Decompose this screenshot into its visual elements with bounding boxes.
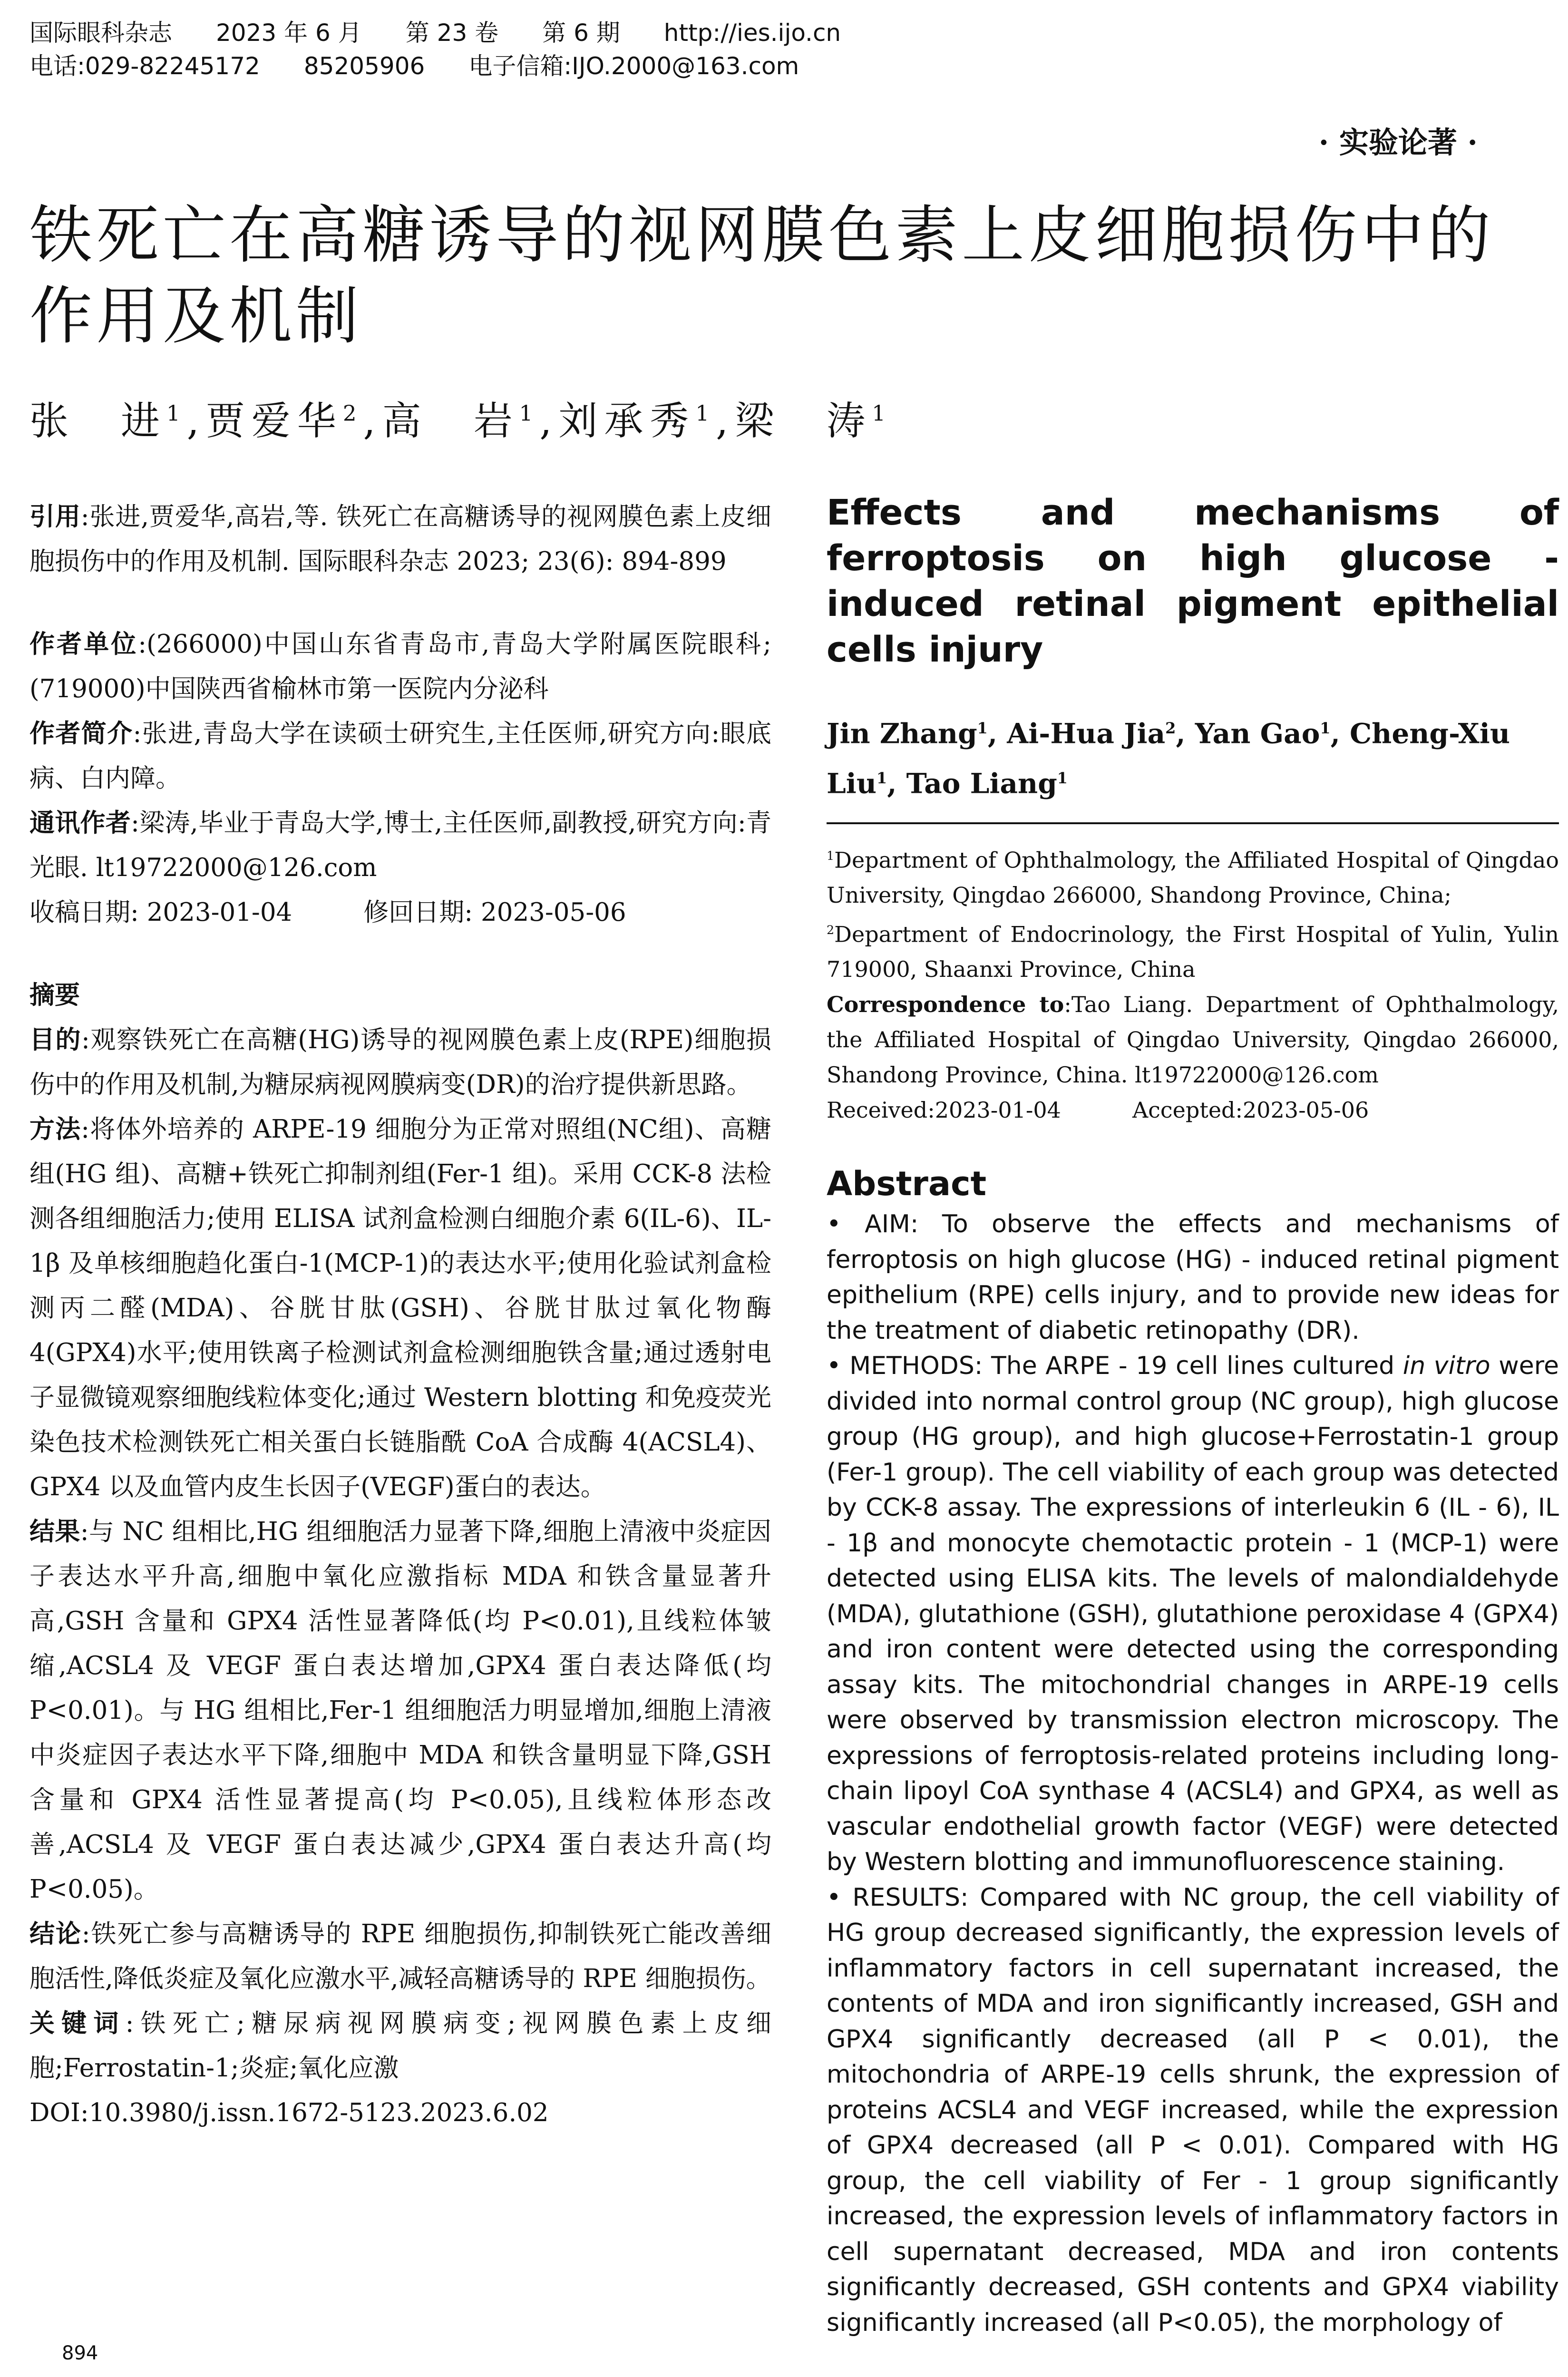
author-en: Jin Zhang — [827, 717, 977, 750]
citation: 引用:张进,贾爱华,高岩,等. 铁死亡在高糖诱导的视网膜色素上皮细胞损伤中的作用及机制. 国际眼科杂志 2023; 23(6): 894-899 — [29, 502, 772, 576]
aim-en — [827, 1207, 1559, 1348]
keywords-zh: 关键词:铁死亡;糖尿病视网膜病变;视网膜色素上皮细胞;Ferrostatin-1;炎症;氧化应激 — [29, 2009, 772, 2083]
results-en — [827, 1880, 1559, 2341]
journal-url[interactable]: http://ies.ijo.cn — [663, 19, 841, 47]
journal-email[interactable]: 电子信箱:IJO.2000@163.com — [468, 52, 799, 80]
affil-mark: 1 — [977, 719, 988, 737]
right-column — [827, 490, 1559, 2340]
aim-label-en: • AIM: — [827, 1210, 919, 1239]
affil-mark: 1 — [876, 769, 887, 788]
received-date-en: Received:2023-01-04 — [827, 1097, 1061, 1123]
results-text-en: Compared with NC group, the cell viability of HG group decreased significantly, the expression levels of inflammatory factors in cell supernatant increased, the contents of MDA and iron significantly increased, GSH and GPX4 significantly decreased (all P < 0.01), the mitochondria of ARPE-19 cells shrunk, the expression of proteins ACSL4 and VEGF increased, while the expression of GPX4 decreased (all P < 0.01). Compared with HG group, the cell viability of Fer - 1 group significantly increased, the expression levels of inflammatory factors in cell supernatant decreased, MDA and iron contents significantly decreased, GSH contents and GPX4 viability significantly increased (all P<0.05), the morphology of — [827, 1883, 1559, 2337]
corr-text: 梁涛,毕业于青岛大学,博士,主任医师,副教授,研究方向:青光眼. lt19722000@126.com — [29, 809, 772, 882]
bio-text: 张进,青岛大学在读硕士研究生,主任医师,研究方向:眼底病、白内障。 — [29, 719, 771, 793]
doi[interactable]: DOI:10.3980/j.issn.1672-5123.2023.6.02 — [29, 2098, 549, 2127]
author-en: Cheng-Xiu Liu — [827, 717, 1510, 800]
affil-mark: 1 — [1057, 769, 1068, 788]
affiliation-text: (266000)中国山东省青岛市,青岛大学附属医院眼科;(719000)中国陕西省榆林市第一医院内分泌科 — [29, 630, 771, 703]
affil-mark: 1 — [872, 400, 892, 426]
methods-zh: 方法:将体外培养的 ARPE-19 细胞分为正常对照组(NC组)、高糖组(HG 组)、高糖+铁死亡抑制剂组(Fer-1 组)。采用 CCK-8 法检测各组细胞活力;使用 ELISA 试剂盒检测白细胞介素 6(IL-6)、IL-1β 及单核细胞趋化蛋白-1(MCP-1)的表达水平;使用化验试剂盒检测丙二醛(MDA)、谷胱甘肽(GSH)、谷胱甘肽过氧化物酶4(GPX4)水平;使用铁离子检测试剂盒检测细胞铁含量;通过透射电子显微镜观察细胞线粒体变化;通过 Western blotting 和免疫荧光染色技术检测铁死亡相关蛋白长链脂酰 CoA 合成酶 4(ACSL4)、GPX4 以及血管内皮生长因子(VEGF)蛋白的表达。 — [29, 1115, 771, 1501]
left-column — [29, 495, 771, 2135]
affiliation-label: 作者单位 — [29, 630, 138, 659]
methods-label-zh: 方法 — [29, 1115, 81, 1144]
affil-mark: 1 — [695, 400, 716, 426]
author-en: Ai-Hua Jia — [1007, 717, 1166, 750]
divider — [827, 822, 1559, 824]
issue-date: 2023 年 6 月 — [216, 19, 362, 47]
results-zh: 结果:与 NC 组相比,HG 组细胞活力显著下降,细胞上清液中炎症因子表达水平升高,细胞中氧化应激指标 MDA 和铁含量显著升高,GSH 含量和 GPX4 活性显著降低(均 P<0.01),且线粒体皱缩,ACSL4 及 VEGF 蛋白表达增加,GPX4 蛋白表达降低(均 P<0.01)。与 HG 组相比,Fer-1 组细胞活力明显增加,细胞上清液中炎症因子表达水平下降,细胞中 MDA 和铁含量明显下降,GSH 含量和 GPX4 活性显著提高(均 P<0.05),且线粒体形态改善,ACSL4 及 VEGF 蛋白表达减少,GPX4 蛋白表达升高(均 P<0.05)。 — [29, 1517, 771, 1904]
author-zh: 梁 涛 — [735, 399, 872, 444]
issue: 第 6 期 — [542, 19, 620, 47]
phone-1: 电话:029-82245172 — [29, 52, 260, 80]
methods-text-zh: 将体外培养的 ARPE-19 细胞分为正常对照组(NC组)、高糖组(HG 组)、高糖+铁死亡抑制剂组(Fer-1 组)。采用 CCK-8 法检测各组细胞活力;使用 ELISA 试剂盒检测白细胞介素 6(IL-6)、IL-1β 及单核细胞趋化蛋白-1(MCP-1)的表达水平;使用化验试剂盒检测丙二醛(MDA)、谷胱甘肽(GSH)、谷胱甘肽过氧化物酶4(GPX4)水平;使用铁离子检测试剂盒检测细胞铁含量;通过透射电子显微镜观察细胞线粒体变化;通过 Western blotting 和免疫荧光染色技术检测铁死亡相关蛋白长链脂酰 CoA 合成酶 4(ACSL4)、GPX4 以及血管内皮生长因子(VEGF)蛋白的表达。 — [29, 1115, 771, 1501]
affiliation-en-2-text: Department of Endocrinology, the First Hospital of Yulin, Yulin 719000, Shaanxi Province, China — [827, 921, 1559, 983]
correspondence-text: Tao Liang. Department of Ophthalmology, the Affiliated Hospital of Qingdao University, Qingdao 266000, Shandong Province, China. lt19722000@126.com — [827, 992, 1559, 1088]
results-text-zh: 与 NC 组相比,HG 组细胞活力显著下降,细胞上清液中炎症因子表达水平升高,细胞中氧化应激指标 MDA 和铁含量显著升高,GSH 含量和 GPX4 活性显著降低(均 P<0.01),且线粒体皱缩,ACSL4 及 VEGF 蛋白表达增加,GPX4 蛋白表达降低(均 P<0.01)。与 HG 组相比,Fer-1 组细胞活力明显增加,细胞上清液中炎症因子表达水平下降,细胞中 MDA 和铁含量明显下降,GSH 含量和 GPX4 活性显著提高(均 P<0.05),且线粒体形态改善,ACSL4 及 VEGF 蛋白表达减少,GPX4 蛋白表达升高(均 P<0.05)。 — [29, 1517, 771, 1904]
corr-label: 通讯作者 — [29, 809, 131, 838]
dates-en — [827, 1092, 1559, 1128]
author-zh: 高 岩 — [382, 399, 519, 444]
bio-label: 作者简介 — [29, 719, 133, 748]
affiliation: 作者单位:(266000)中国山东省青岛市,青岛大学附属医院眼科;(719000)中国陕西省榆林市第一医院内分泌科 — [29, 630, 771, 703]
methods-italic: in vitro — [1402, 1352, 1490, 1381]
section-tag: · 实验论著 · — [1318, 125, 1478, 160]
article-title: 铁死亡在高糖诱导的视网膜色素上皮细胞损伤中的作用及机制 — [29, 199, 1494, 353]
citation-text: 张进,贾爱华,高岩,等. 铁死亡在高糖诱导的视网膜色素上皮细胞损伤中的作用及机制. 国际眼科杂志 2023; 23(6): 894-899 — [29, 502, 772, 576]
corresponding-author: 通讯作者:梁涛,毕业于青岛大学,博士,主任医师,副教授,研究方向:青光眼. lt19722000@126.com — [29, 809, 772, 882]
results-label-en: • RESULTS: — [827, 1883, 969, 1912]
correspondence-label: Correspondence to — [827, 992, 1064, 1018]
dates-zh — [29, 890, 771, 935]
author-en: Tao Liang — [906, 767, 1057, 800]
accepted-date-en: Accepted:2023-05-06 — [1132, 1097, 1369, 1123]
affiliation-en-1-text: Department of Ophthalmology, the Affiliated Hospital of Qingdao University, Qingdao 266000, Shandong Province, China; — [827, 847, 1559, 908]
abstract-heading-en: Abstract — [827, 1164, 987, 1204]
aim-label-zh: 目的 — [29, 1025, 82, 1054]
received-date-zh: 收稿日期: 2023-01-04 — [29, 898, 292, 927]
aim-text-en: To observe the effects and mechanisms of ferroptosis on high glucose (HG) - induced retinal pigment epithelium (RPE) cells injury, and to provide new ideas for the treatment of diabetic retinopathy (DR). — [827, 1210, 1559, 1345]
journal-header-line-1 — [29, 18, 885, 48]
correspondence-en: Correspondence to:Tao Liang. Department of Ophthalmology, the Affiliated Hospital of Qingdao University, Qingdao 266000, Shandong Province, China. lt19722000@126.com — [827, 992, 1559, 1088]
authors-english: Jin Zhang$^1$, Ai-Hua Jia$^2$, Yan Gao$^1$, Cheng-Xiu Liu$^1$, Tao Liang$^1$ — [827, 717, 1510, 800]
author-bio: 作者简介:张进,青岛大学在读硕士研究生,主任医师,研究方向:眼底病、白内障。 — [29, 719, 771, 793]
page-number: 894 — [62, 2342, 98, 2364]
results-label-zh: 结果 — [29, 1517, 80, 1546]
conclusion-text-zh: 铁死亡参与高糖诱导的 RPE 细胞损伤,抑制铁死亡能改善细胞活性,降低炎症及氧化应激水平,减轻高糖诱导的 RPE 细胞损伤。 — [29, 1919, 772, 1993]
english-title: Effects and mechanisms of ferroptosis on high glucose - induced retinal pigment epithelial cells injury — [827, 492, 1559, 670]
author-zh: 张 进 — [29, 399, 167, 444]
affiliation-en-1: $^1$Department of Ophthalmology, the Affiliated Hospital of Qingdao University, Qingdao 266000, Shandong Province, China; — [827, 847, 1559, 908]
author-zh: 贾爱华 — [205, 399, 343, 444]
affiliation-en-2: $^2$Department of Endocrinology, the First Hospital of Yulin, Yulin 719000, Shaanxi Province, China — [827, 921, 1559, 983]
citation-label: 引用 — [29, 502, 81, 531]
author-en: Yan Gao — [1195, 717, 1320, 750]
methods-text-en-b: were divided into normal control group (NC group), high glucose group (HG group), and high glucose+Ferrostatin-1 group (Fer-1 group). The cell viability of each group was detected by CCK-8 assay. The expressions of interleukin 6 (IL - 6), IL - 1β and monocyte chemotactic protein - 1 (MCP-1) were detected using ELISA kits. The levels of malondialdehyde (MDA), glutathione (GSH), glutathione peroxidase 4 (GPX4) and iron content were detected using the corresponding assay kits. The mitochondrial changes in ARPE-19 cells were observed by transmission electron microscopy. The expressions of ferroptosis-related proteins including long-chain lipoyl CoA synthase 4 (ACSL4) and GPX4, as well as vascular endothelial growth factor (VEGF) were detected by Western blotting and immunofluorescence staining. — [827, 1352, 1559, 1877]
journal-name: 国际眼科杂志 — [29, 19, 172, 47]
phone-2: 85205906 — [303, 52, 425, 80]
affil-mark: 1 — [519, 400, 540, 426]
journal-header-line-2 — [29, 51, 843, 81]
affil-mark: 2 — [342, 400, 363, 426]
methods-en — [827, 1348, 1559, 1880]
conclusion-zh: 结论:铁死亡参与高糖诱导的 RPE 细胞损伤,抑制铁死亡能改善细胞活性,降低炎症及氧化应激水平,减轻高糖诱导的 RPE 细胞损伤。 — [29, 1919, 772, 1993]
aim-zh: 目的:观察铁死亡在高糖(HG)诱导的视网膜色素上皮(RPE)细胞损伤中的作用及机制,为糖尿病视网膜病变(DR)的治疗提供新思路。 — [29, 1025, 771, 1099]
keywords-label-zh: 关键词 — [29, 2009, 126, 2038]
methods-text-en-a: The ARPE - 19 cell lines cultured — [991, 1352, 1395, 1381]
revised-date-zh: 修回日期: 2023-05-06 — [363, 898, 626, 927]
abstract-heading-zh: 摘要 — [29, 981, 80, 1010]
volume: 第 23 卷 — [405, 19, 499, 47]
keywords-text-zh: 铁死亡;糖尿病视网膜病变;视网膜色素上皮细胞;Ferrostatin-1;炎症;氧化应激 — [29, 2009, 772, 2083]
affil-mark: 2 — [1165, 719, 1176, 737]
methods-label-en: • METHODS: — [827, 1352, 983, 1381]
aim-text-zh: 观察铁死亡在高糖(HG)诱导的视网膜色素上皮(RPE)细胞损伤中的作用及机制,为糖尿病视网膜病变(DR)的治疗提供新思路。 — [29, 1025, 771, 1099]
affil-mark: 1 — [1320, 719, 1331, 737]
authors-chinese: 张 进$^1$,贾爱华$^2$,高 岩$^1$,刘承秀$^1$,梁 涛$^1$ — [29, 399, 892, 444]
affil-mark: 1 — [166, 400, 187, 426]
conclusion-label-zh: 结论 — [29, 1919, 82, 1948]
author-zh: 刘承秀 — [558, 399, 696, 444]
